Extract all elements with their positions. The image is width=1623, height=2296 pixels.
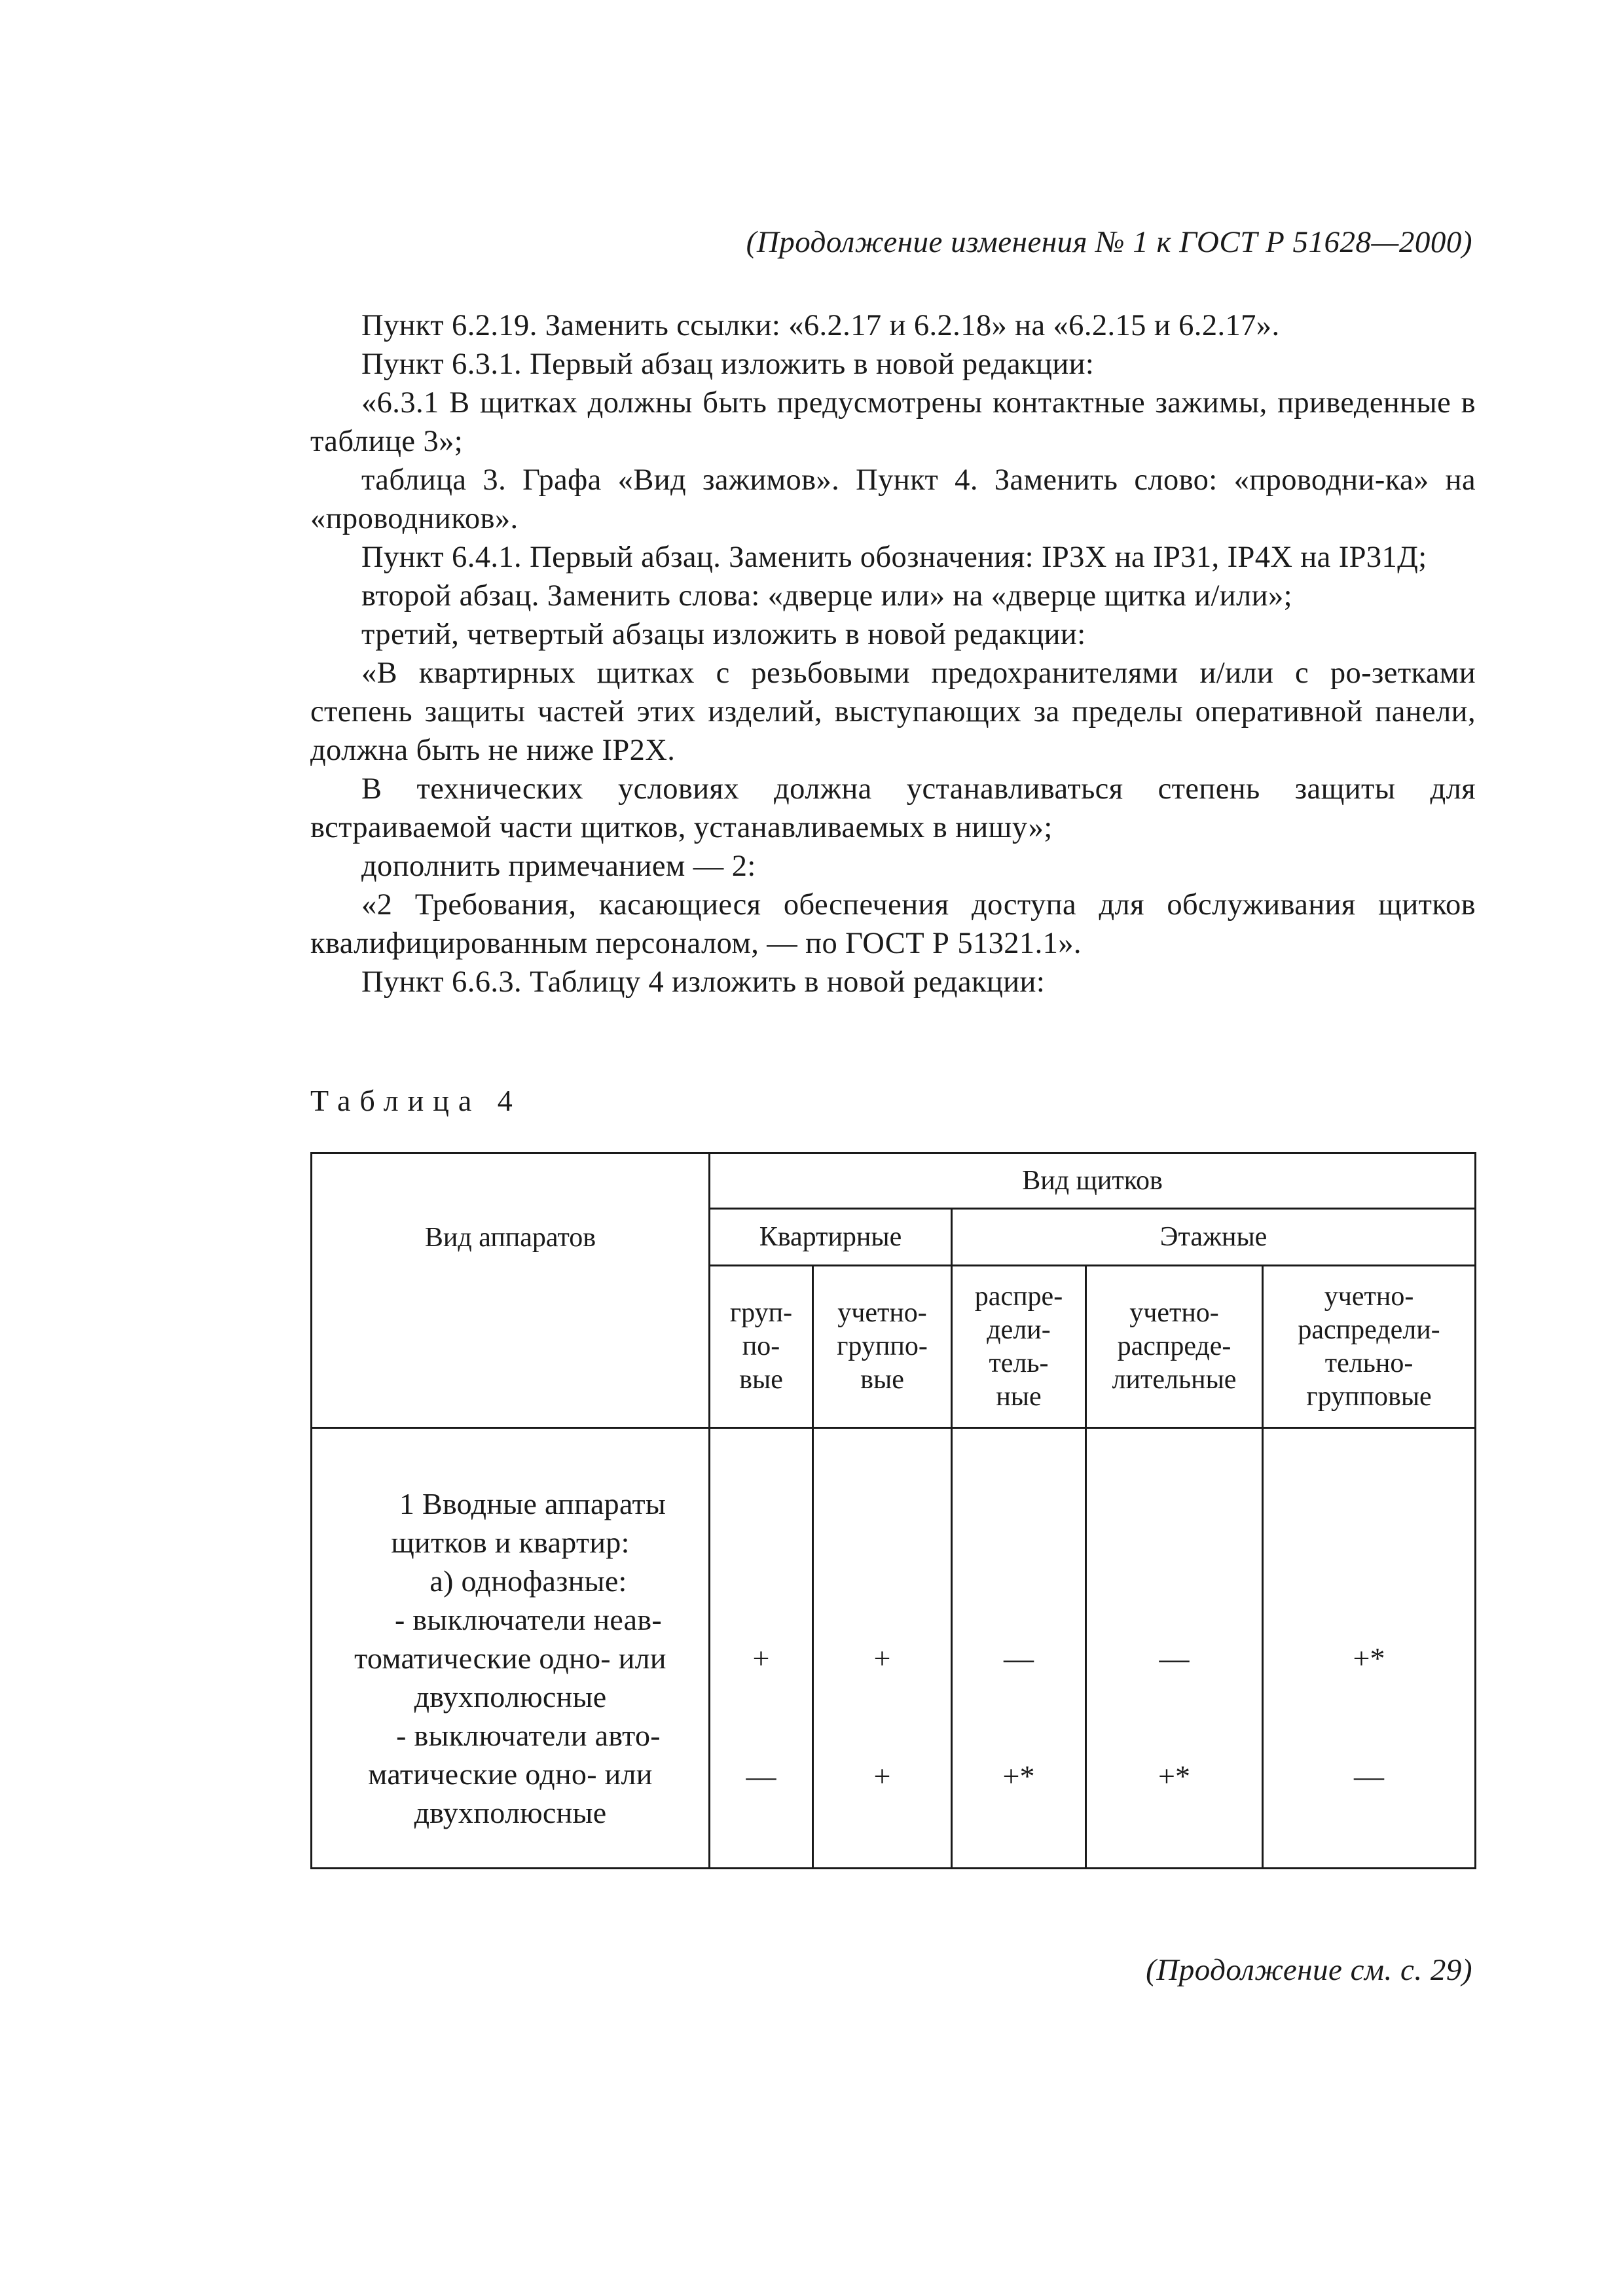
mark: — bbox=[746, 1759, 776, 1793]
mark: +* bbox=[1353, 1641, 1385, 1675]
mark-cell bbox=[1263, 1428, 1476, 1869]
mark: +* bbox=[1002, 1759, 1035, 1793]
mark-cell bbox=[952, 1428, 1086, 1869]
desc-line: 1 Вводные аппараты bbox=[399, 1486, 666, 1520]
subheader-line: ные bbox=[996, 1381, 1042, 1412]
table-4 bbox=[310, 1152, 1476, 1869]
subheader-line: группо- bbox=[837, 1331, 928, 1361]
subheader-line: дели- bbox=[987, 1314, 1051, 1345]
header-sub-distribution bbox=[952, 1266, 1086, 1428]
subheader-line: учетно- bbox=[1129, 1298, 1219, 1328]
paragraph: Пункт 6.3.1. Первый абзац изложить в новой редакции: bbox=[361, 348, 1095, 381]
header-apparatus-type bbox=[312, 1153, 710, 1428]
mark-cell bbox=[813, 1428, 952, 1869]
subheader-line: по- bbox=[742, 1331, 780, 1361]
mark: — bbox=[1159, 1641, 1190, 1675]
subheader-line: учетно- bbox=[837, 1298, 927, 1328]
paragraph: таблица 3. Графа «Вид зажимов». Пункт 4. Заменить слово: «проводни-ка» на «проводников». bbox=[310, 463, 1476, 535]
mark: + bbox=[752, 1641, 770, 1675]
subheader-line: вые bbox=[739, 1365, 783, 1395]
desc-line: щитков и квартир: bbox=[391, 1525, 630, 1559]
subheader-line: лительные bbox=[1112, 1365, 1237, 1395]
mark-cell bbox=[710, 1428, 813, 1869]
subheader-line: вые bbox=[860, 1365, 904, 1395]
subheader-line: тель- bbox=[989, 1348, 1049, 1378]
mark: +* bbox=[1158, 1759, 1190, 1793]
mark: + bbox=[873, 1641, 891, 1675]
desc-line: - выключатели авто- bbox=[396, 1718, 661, 1752]
desc-line: - выключатели неав- bbox=[394, 1602, 663, 1636]
header-panel-type: Вид щитков bbox=[710, 1153, 1476, 1209]
desc-line: двухполюсные bbox=[414, 1795, 607, 1829]
desc-line: двухполюсные bbox=[414, 1679, 607, 1713]
paragraph: «В квартирных щитках с резьбовыми предохранителями и/или с ро-зетками степень защиты частей этих изделий, выступающих за пределы оперативной панели, должна быть не ниже IP2X. bbox=[310, 656, 1476, 767]
paragraph: В технических условиях должна устанавливаться степень защиты для встраиваемой части щитков, устанавливаемых в нишу»; bbox=[310, 772, 1476, 844]
subheader-line: тельно- bbox=[1324, 1348, 1413, 1378]
header-apartment: Квартирные bbox=[710, 1209, 952, 1266]
paragraph: Пункт 6.4.1. Первый абзац. Заменить обозначения: IP3X на IP31, IP4X на IP31Д; bbox=[361, 541, 1427, 574]
body-text bbox=[310, 306, 1476, 1001]
mark: — bbox=[1354, 1759, 1385, 1793]
desc-line: матические одно- или bbox=[368, 1757, 653, 1791]
subheader-line: распреде- bbox=[1117, 1331, 1231, 1361]
row-description bbox=[312, 1428, 710, 1869]
subheader-line: групповые bbox=[1306, 1381, 1432, 1412]
subheader-line: учетно- bbox=[1324, 1281, 1414, 1312]
page-footer: (Продолжение см. с. 29) bbox=[1146, 1953, 1472, 1987]
page-header: (Продолжение изменения № 1 к ГОСТ Р 51628—2000) bbox=[746, 225, 1472, 259]
subheader-line: распре- bbox=[974, 1281, 1063, 1312]
mark-cell bbox=[1086, 1428, 1263, 1869]
header-sub-group bbox=[710, 1266, 813, 1428]
paragraph: дополнить примечанием — 2: bbox=[361, 850, 756, 883]
header-apparatus-label: Вид аппаратов bbox=[424, 1223, 596, 1253]
header-floor: Этажные bbox=[952, 1209, 1476, 1266]
header-sub-metering-distribution bbox=[1086, 1266, 1263, 1428]
subheader-line: распредели- bbox=[1298, 1314, 1440, 1345]
paragraph: Пункт 6.2.19. Заменить ссылки: «6.2.17 и 6.2.18» на «6.2.15 и 6.2.17». bbox=[361, 309, 1280, 342]
header-sub-metering-distribution-group bbox=[1263, 1266, 1476, 1428]
paragraph: третий, четвертый абзацы изложить в новой редакции: bbox=[361, 618, 1086, 651]
paragraph: второй абзац. Заменить слова: «дверце или» на «дверце щитка и/или»; bbox=[361, 579, 1292, 613]
paragraph: Пункт 6.6.3. Таблицу 4 изложить в новой редакции: bbox=[361, 965, 1046, 999]
desc-line: а) однофазные: bbox=[429, 1564, 627, 1598]
subheader-line: груп- bbox=[729, 1298, 793, 1328]
mark: + bbox=[873, 1759, 891, 1793]
mark: — bbox=[1004, 1641, 1034, 1675]
desc-line: томатические одно- или bbox=[354, 1641, 666, 1675]
header-sub-metering-group bbox=[813, 1266, 952, 1428]
paragraph: «2 Требования, касающиеся обеспечения доступа для обслуживания щитков квалифицированным персоналом, — по ГОСТ Р 51321.1». bbox=[310, 888, 1476, 960]
table-caption: Таблица 4 bbox=[310, 1084, 522, 1117]
paragraph: «6.3.1 В щитках должны быть предусмотрены контактные зажимы, приведенные в таблице 3»; bbox=[310, 386, 1476, 458]
